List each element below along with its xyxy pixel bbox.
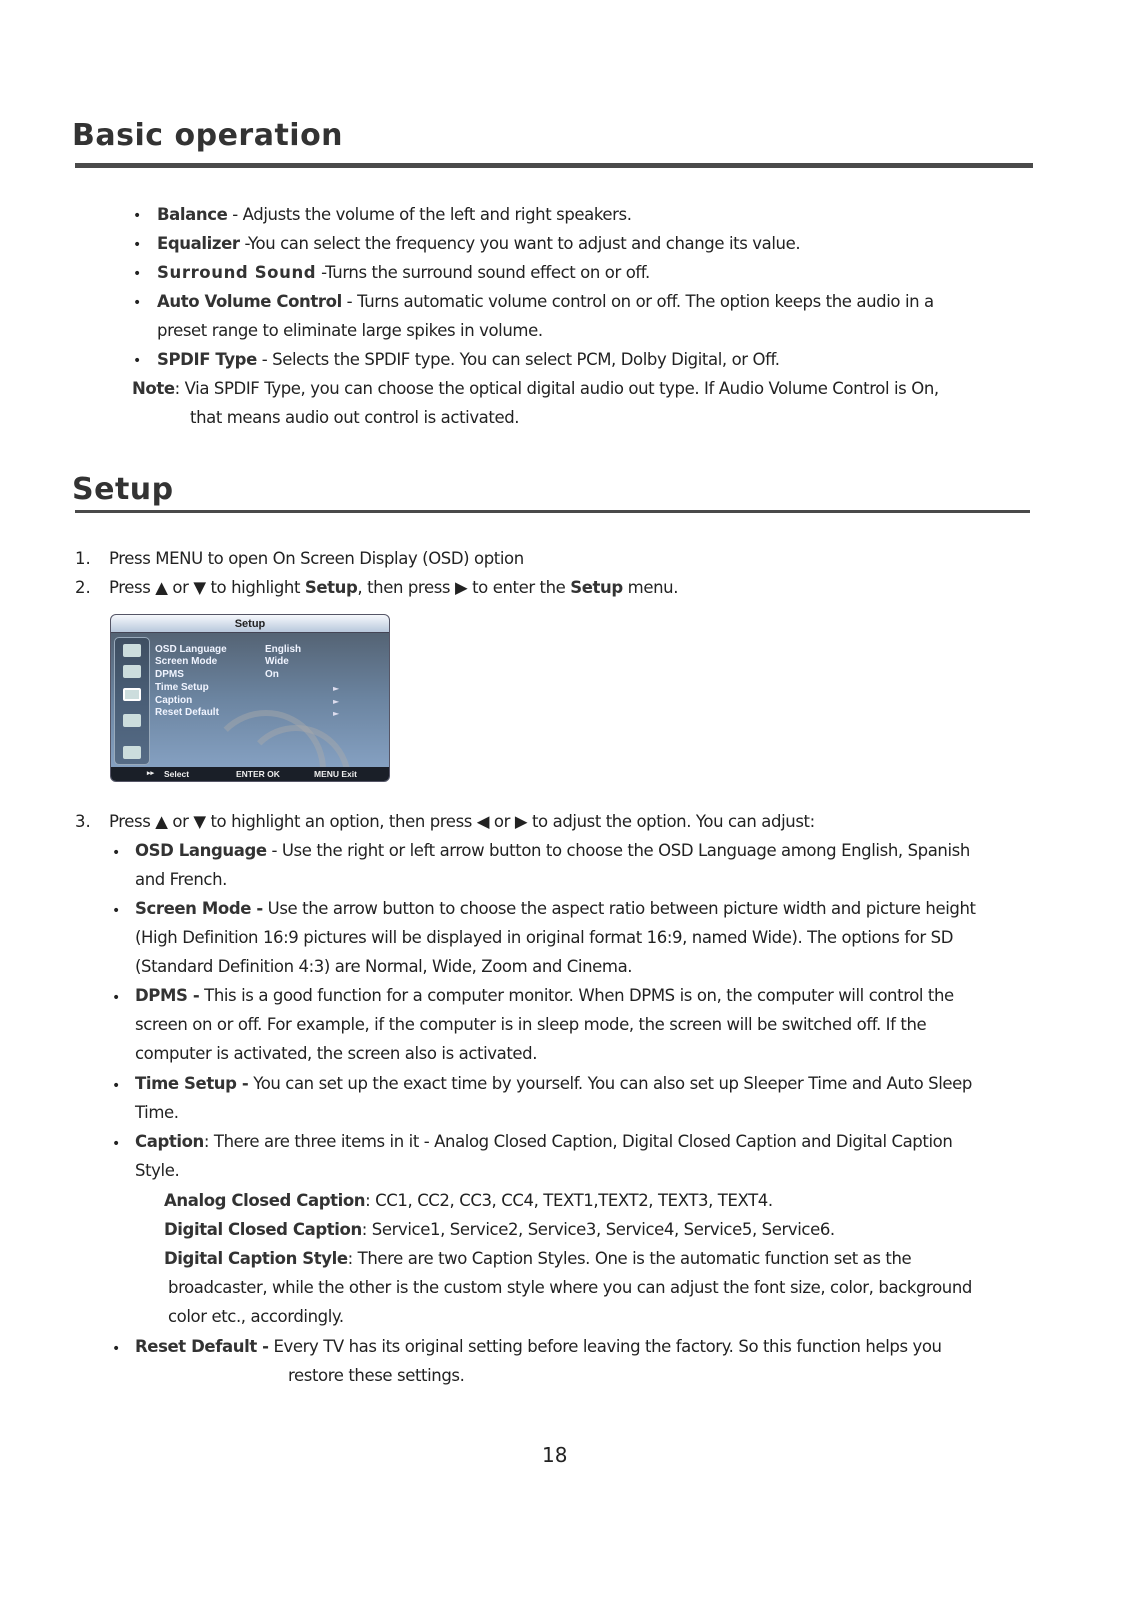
lock-icon	[123, 714, 141, 727]
step-number: 1.	[75, 549, 91, 568]
note-label: Note	[132, 379, 175, 398]
step-number: 3.	[75, 812, 91, 831]
bullet: •	[133, 208, 142, 224]
osd-setup-screenshot	[110, 614, 390, 782]
text: - Use the right or left arrow button to choose the OSD Language among English, Spanish	[266, 841, 970, 860]
term: Equalizer	[157, 234, 240, 253]
arrow-right-icon: ►	[333, 697, 340, 706]
list-item	[157, 292, 934, 311]
bullet: •	[112, 990, 121, 1006]
list-item-cont: computer is activated, the screen also is activated.	[135, 1044, 538, 1063]
list-item-cont: and French.	[135, 870, 227, 889]
list-item	[135, 1337, 942, 1356]
list-item-cont: Time.	[135, 1103, 179, 1122]
arrow-right-icon: ►	[333, 684, 340, 693]
note-cont: that means audio out control is activated.	[190, 408, 520, 427]
sub-item	[164, 1249, 911, 1268]
osd-row-label: Reset Default	[155, 707, 219, 718]
list-item-cont: screen on or off. For example, if the computer is in sleep mode, the screen will be switched off. If the	[135, 1015, 927, 1034]
text: Every TV has its original setting before leaving the factory. So this function helps you	[268, 1337, 942, 1356]
text: : Service1, Service2, Service3, Service4, Service5, Service6.	[361, 1220, 835, 1239]
list-item	[157, 234, 800, 253]
divider	[75, 163, 1033, 168]
text: : There are two Caption Styles. One is the automatic function set as the	[347, 1249, 912, 1268]
sub-item-cont: color etc., accordingly.	[168, 1307, 344, 1326]
term: SPDIF Type	[157, 350, 257, 369]
osd-row-label: Time Setup	[155, 682, 209, 693]
list-item-cont: (High Definition 16:9 pictures will be displayed in original format 16:9, named Wide). The options for SD	[135, 928, 954, 947]
bullet: •	[133, 266, 142, 282]
text: - Selects the SPDIF type. You can select PCM, Dolby Digital, or Off.	[256, 350, 780, 369]
list-item	[157, 350, 780, 369]
page-number: 18	[542, 1443, 568, 1467]
list-item	[135, 1074, 972, 1093]
t: menu.	[622, 578, 679, 597]
sub-item	[164, 1191, 773, 1210]
osd-footer-enter: ENTER OK	[236, 769, 280, 779]
bullet: •	[112, 1078, 121, 1094]
term: Analog Closed Caption	[164, 1191, 366, 1210]
bullet: •	[133, 353, 142, 369]
osd-row-label: DPMS	[155, 669, 184, 680]
list-item	[157, 205, 632, 224]
term: Digital Closed Caption	[164, 1220, 362, 1239]
term: Surround Sound	[157, 263, 317, 282]
t: Press ▲ or ▼ to highlight	[109, 578, 305, 597]
osd-row-label: Screen Mode	[155, 656, 218, 667]
term: DPMS -	[135, 986, 200, 1005]
osd-row-value: English	[265, 644, 302, 655]
list-item	[135, 986, 954, 1005]
t: , then press ▶ to enter the	[357, 578, 571, 597]
list-item-cont: restore these settings.	[288, 1366, 465, 1385]
step-1: Press MENU to open On Screen Display (OSD) option	[109, 549, 524, 568]
bullet: •	[112, 1341, 121, 1357]
osd-row-value: Wide	[265, 656, 289, 667]
text: - Turns automatic volume control on or off. The option keeps the audio in a	[341, 292, 934, 311]
bullet: •	[112, 903, 121, 919]
term: Digital Caption Style	[164, 1249, 348, 1268]
note-text: : Via SPDIF Type, you can choose the optical digital audio out type. If Audio Volume Control is On,	[174, 379, 939, 398]
list-item	[135, 1132, 952, 1151]
audio-icon	[123, 665, 141, 678]
term: Caption	[135, 1132, 204, 1151]
section-title-basic-operation: Basic operation	[72, 118, 344, 153]
osd-footer-menu: MENU Exit	[314, 769, 357, 779]
osd-row-label: Caption	[155, 695, 193, 706]
setup-icon	[123, 688, 141, 701]
t: Setup	[570, 578, 623, 597]
osd-footer	[111, 767, 389, 781]
osd-footer-select: Select	[164, 769, 190, 779]
step-3: Press ▲ or ▼ to highlight an option, then press ◀ or ▶ to adjust the option. You can adjust:	[109, 812, 815, 831]
text: This is a good function for a computer monitor. When DPMS is on, the computer will control the	[199, 986, 954, 1005]
text: Use the arrow button to choose the aspect ratio between picture width and picture height	[262, 899, 976, 918]
channel-icon	[123, 746, 141, 759]
term: OSD Language	[135, 841, 267, 860]
section-title-setup: Setup	[72, 472, 174, 507]
bullet: •	[112, 845, 121, 861]
text: - Adjusts the volume of the left and right speakers.	[227, 205, 632, 224]
note	[132, 379, 939, 398]
bullet: •	[133, 295, 142, 311]
step-number: 2.	[75, 578, 91, 597]
list-item	[157, 263, 650, 282]
picture-icon	[123, 644, 141, 657]
arrow-right-icon: ►	[333, 709, 340, 718]
t: Setup	[304, 578, 358, 597]
step-2	[109, 578, 678, 597]
term: Screen Mode -	[135, 899, 263, 918]
osd-row-value: On	[265, 669, 279, 680]
text: : CC1, CC2, CC3, CC4, TEXT1,TEXT2, TEXT3, TEXT4.	[365, 1191, 773, 1210]
osd-icon-sidebar	[114, 637, 150, 765]
text: -Turns the surround sound effect on or off.	[316, 263, 650, 282]
list-item	[135, 841, 970, 860]
list-item	[135, 899, 976, 918]
bullet: •	[112, 1136, 121, 1152]
arrows-icon: ▸▸	[147, 770, 155, 777]
term: Auto Volume Control	[157, 292, 342, 311]
sub-item-cont: broadcaster, while the other is the custom style where you can adjust the font size, color, background	[168, 1278, 972, 1297]
term: Reset Default -	[135, 1337, 269, 1356]
text: -You can select the frequency you want to adjust and change its value.	[239, 234, 801, 253]
divider	[75, 510, 1030, 513]
bullet: •	[133, 237, 142, 253]
osd-row-label: OSD Language	[155, 644, 227, 655]
osd-title: Setup	[111, 615, 389, 633]
list-item-cont: (Standard Definition 4:3) are Normal, Wide, Zoom and Cinema.	[135, 957, 633, 976]
text: You can set up the exact time by yourself. You can also set up Sleeper Time and Auto Sleep	[248, 1074, 972, 1093]
list-item-cont: preset range to eliminate large spikes in volume.	[157, 321, 543, 340]
text: : There are three items in it - Analog Closed Caption, Digital Closed Caption and Digital Caption	[203, 1132, 953, 1151]
list-item-cont: Style.	[135, 1161, 180, 1180]
term: Balance	[157, 205, 228, 224]
term: Time Setup -	[135, 1074, 249, 1093]
sub-item	[164, 1220, 835, 1239]
